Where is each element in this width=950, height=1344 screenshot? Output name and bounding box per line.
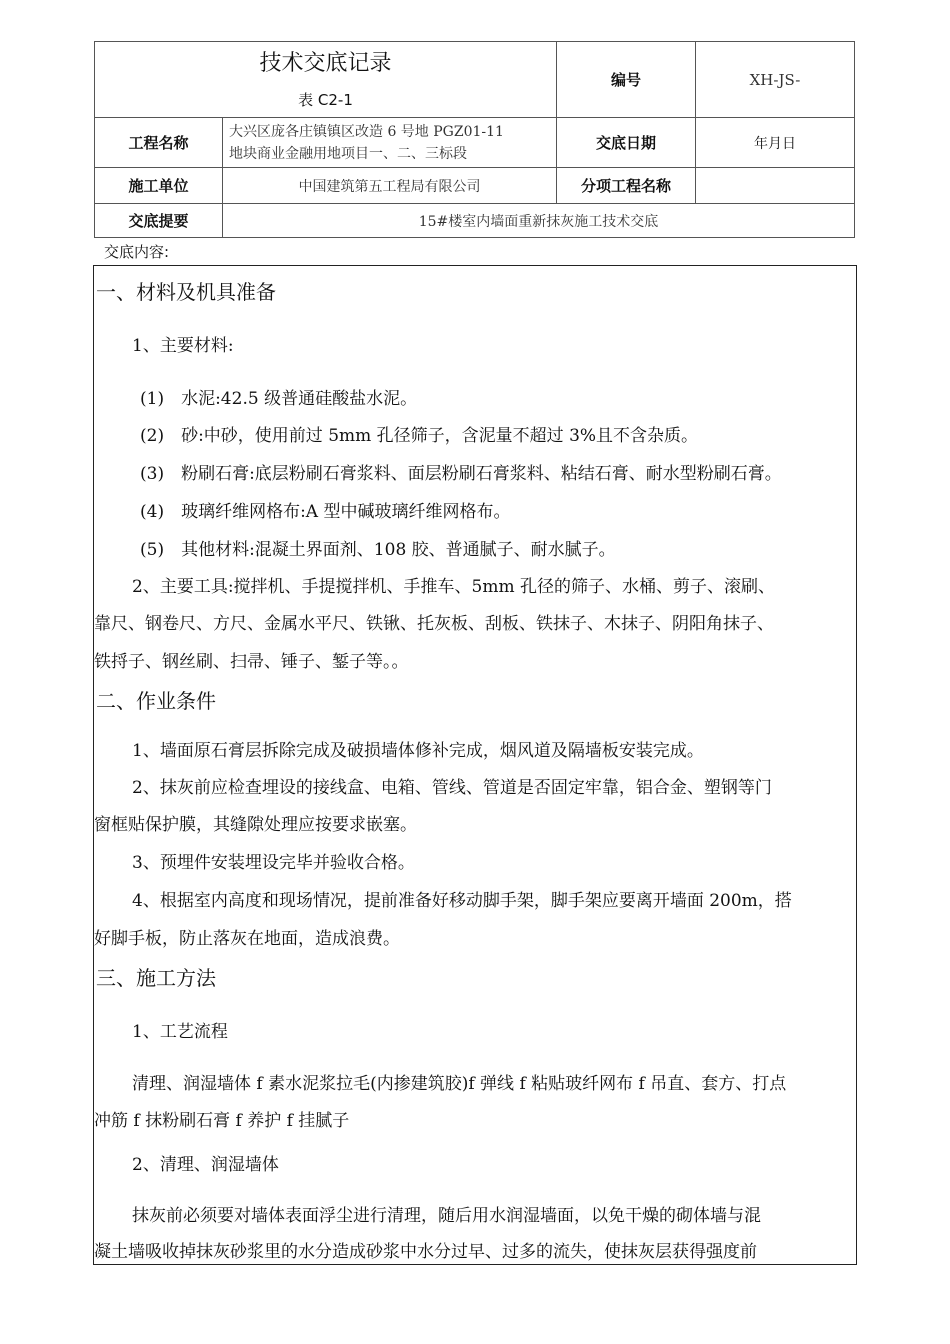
material-item-3: (3) 粉刷石膏:底层粉刷石膏浆料、面层粉刷石膏浆料、粘结石膏、耐水型粉刷石膏。 xyxy=(140,464,782,484)
condition-2-line-1: 2、抹灰前应检查埋设的接线盒、电箱、管线、管道是否固定牢靠，铝合金、塑钢等门 xyxy=(132,778,772,798)
date-label: 交底日期 xyxy=(557,118,696,168)
material-item-4: (4) 玻璃纤维网格布:A 型中碱玻璃纤维网格布。 xyxy=(140,502,511,522)
summary-label: 交底提要 xyxy=(95,204,223,237)
materials-heading: 1、主要材料: xyxy=(132,336,234,356)
condition-3: 3、预埋件安装埋设完毕并验收合格。 xyxy=(132,853,415,873)
clean-text-line-2: 凝土墙吸收掉抹灰砂浆里的水分造成砂浆中水分过早、过多的流失，使抹灰层获得强度前 xyxy=(94,1242,757,1262)
content-caption: 交底内容: xyxy=(104,243,170,261)
material-item-1: (1) 水泥:42.5 级普通硅酸盐水泥。 xyxy=(140,389,418,409)
clean-text-line-1: 抹灰前必须要对墙体表面浮尘进行清理，随后用水润湿墙面，以免干燥的砌体墙与混 xyxy=(132,1206,761,1226)
material-item-5: (5) 其他材料:混凝土界面剂、108 胶、普通腻子、耐水腻子。 xyxy=(140,540,616,560)
project-name-value xyxy=(223,118,557,168)
process-flow-line-1: 清理、润湿墙体 f 素水泥浆拉毛(内掺建筑胶)f 弹线 f 粘贴玻纤网布 f 吊直、套方、打点 xyxy=(132,1074,787,1094)
number-value: XH-JS- xyxy=(696,42,854,118)
tools-line-1: 2、主要工具:搅拌机、手提搅拌机、手推车、5mm 孔径的筛子、水桶、剪子、滚刷、 xyxy=(132,577,776,597)
subproject-value xyxy=(696,168,854,204)
date-value: 年月日 xyxy=(696,118,854,168)
project-name-label: 工程名称 xyxy=(95,118,223,168)
form-number: 表 C2-1 xyxy=(298,90,353,109)
section-2-title: 二、作业条件 xyxy=(96,689,216,713)
number-label: 编号 xyxy=(557,42,696,118)
tools-line-2: 靠尺、钢卷尺、方尺、金属水平尺、铁锹、托灰板、刮板、铁抹子、木抹子、阴阳角抹子、 xyxy=(94,614,774,634)
condition-1: 1、墙面原石膏层拆除完成及破损墙体修补完成，烟风道及隔墙板安装完成。 xyxy=(132,741,704,761)
condition-4-line-2: 好脚手板，防止落灰在地面，造成浪费。 xyxy=(94,929,400,949)
method-clean-heading: 2、清理、润湿墙体 xyxy=(132,1155,279,1175)
contractor-label: 施工单位 xyxy=(95,168,223,204)
subproject-label: 分项工程名称 xyxy=(557,168,696,204)
section-1-title: 一、材料及机具准备 xyxy=(96,280,276,304)
project-name-line1: 大兴区庞各庄镇镇区改造 6 号地 PGZ01-11 xyxy=(229,124,504,140)
header-table xyxy=(94,41,855,238)
summary-value: 15#楼室内墙面重新抹灰施工技术交底 xyxy=(418,213,659,230)
condition-2-line-2: 窗框贴保护膜，其缝隙处理应按要求嵌塞。 xyxy=(94,815,417,835)
section-3-title: 三、施工方法 xyxy=(96,966,216,990)
page-title: 技术交底记录 xyxy=(259,50,392,76)
material-item-2: (2) 砂:中砂，使用前过 5mm 孔径筛子，含泥量不超过 3%且不含杂质。 xyxy=(140,426,699,446)
condition-4-line-1: 4、根据室内高度和现场情况，提前准备好移动脚手架，脚手架应要离开墙面 200m，搭 xyxy=(132,891,792,911)
process-flow-line-2: 冲筋 f 抹粉刷石膏 f 养护 f 挂腻子 xyxy=(94,1111,350,1131)
tools-line-3: 铁捋子、钢丝刷、扫帚、锤子、錾子等。。 xyxy=(94,652,409,672)
title-cell xyxy=(95,42,557,118)
content-box xyxy=(93,265,857,1265)
method-process-heading: 1、工艺流程 xyxy=(132,1022,228,1042)
project-name-line2: 地块商业金融用地项目一、二、三标段 xyxy=(229,146,467,162)
contractor-value: 中国建筑第五工程局有限公司 xyxy=(223,168,557,204)
